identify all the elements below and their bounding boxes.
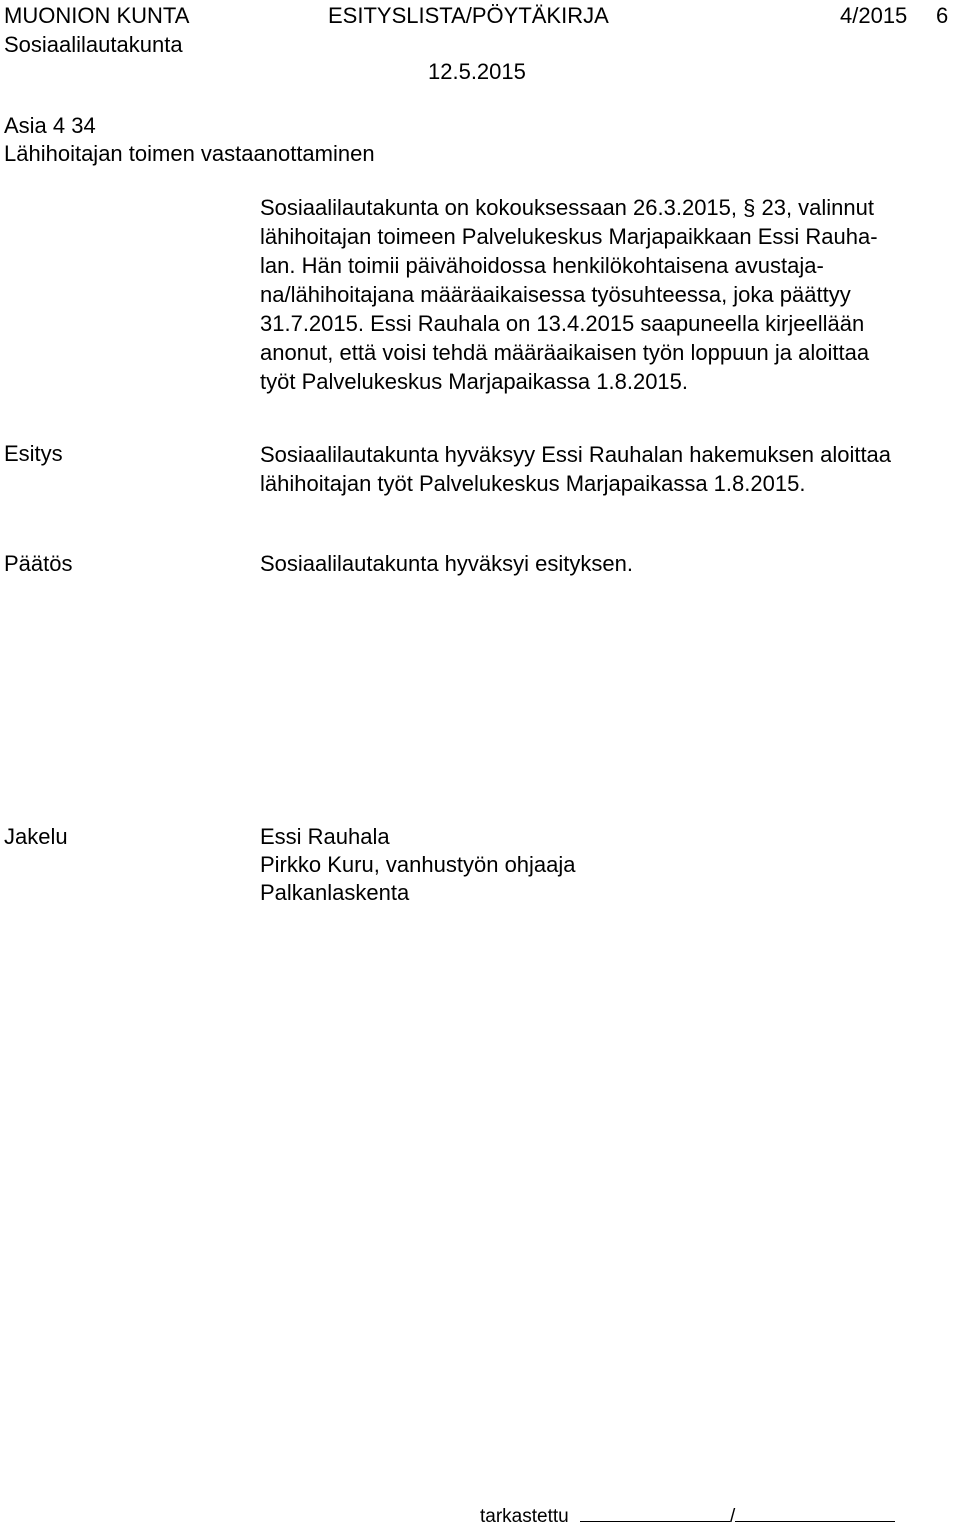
decision-label: Päätös: [4, 551, 73, 576]
item-number: Asia 4 34: [4, 113, 96, 138]
organization-name: MUONION KUNTA: [4, 3, 190, 28]
meeting-date: 12.5.2015: [428, 59, 526, 84]
proposal-text: [260, 440, 950, 498]
distribution-label: Jakelu: [4, 824, 68, 849]
distribution-recipient: Pirkko Kuru, vanhustyön ohjaaja: [260, 852, 576, 877]
checked-footer: [480, 1505, 895, 1529]
item-title: Lähihoitajan toimen vastaanottaminen: [4, 141, 375, 166]
distribution-recipient: Palkanlaskenta: [260, 880, 410, 905]
background-line: lan. Hän toimii päivähoidossa henkilökohtaisena avustaja-: [260, 253, 824, 278]
document-number: 4/2015: [840, 3, 908, 28]
background-line: lähihoitajan toimeen Palvelukeskus Marjapaikkaan Essi Rauha-: [260, 224, 878, 249]
background-paragraph: [260, 193, 950, 396]
page-number: 6: [936, 3, 949, 28]
proposal-label: Esitys: [4, 441, 63, 466]
signature-line-left: [580, 1521, 730, 1522]
decision-text: Sosiaalilautakunta hyväksyi esityksen.: [260, 551, 633, 576]
signature-separator: /: [730, 1506, 736, 1527]
distribution-recipient: Essi Rauhala: [260, 824, 390, 849]
proposal-line: lähihoitajan työt Palvelukeskus Marjapaikassa 1.8.2015.: [260, 471, 806, 496]
background-line: 31.7.2015. Essi Rauhala on 13.4.2015 saapuneella kirjeellään: [260, 311, 865, 336]
signature-line-right: [735, 1521, 895, 1522]
background-line: na/lähihoitajana määräaikaisessa työsuhteessa, joka päättyy: [260, 282, 851, 307]
document-type: ESITYSLISTA/PÖYTÄKIRJA: [328, 3, 609, 28]
board-name: Sosiaalilautakunta: [4, 32, 183, 57]
background-line: Sosiaalilautakunta on kokouksessaan 26.3.2015, § 23, valinnut: [260, 195, 874, 220]
background-line: työt Palvelukeskus Marjapaikassa 1.8.2015.: [260, 369, 689, 394]
proposal-line: Sosiaalilautakunta hyväksyy Essi Rauhalan hakemuksen aloittaa: [260, 442, 892, 467]
background-line: anonut, että voisi tehdä määräaikaisen työn loppuun ja aloittaa: [260, 340, 870, 365]
checked-label: tarkastettu: [480, 1506, 569, 1527]
distribution-list: [260, 823, 950, 907]
